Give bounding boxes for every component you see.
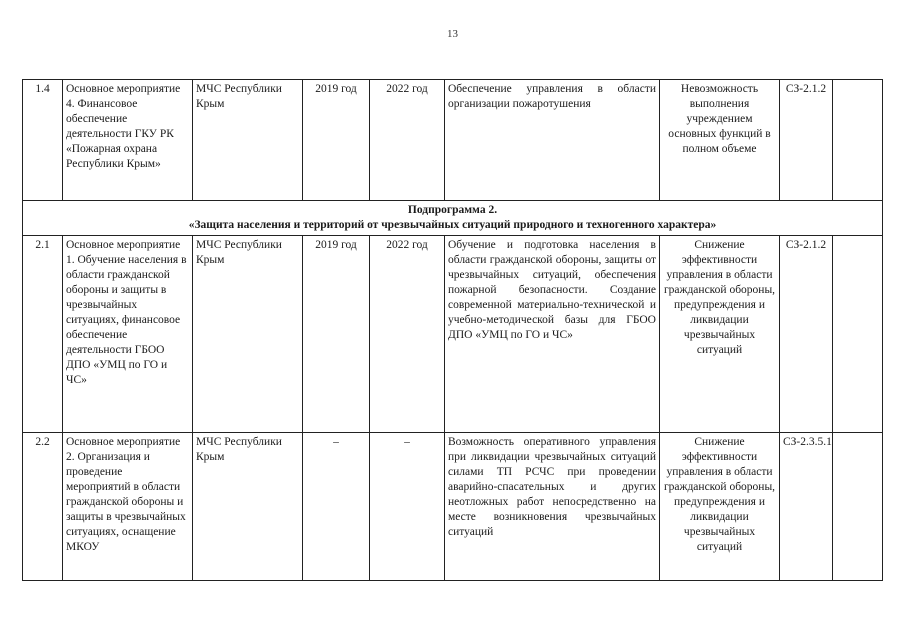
- code-cell: СЗ-2.3.5.1: [780, 433, 833, 581]
- code-cell: СЗ-2.1.2: [780, 80, 833, 201]
- start-year-cell: 2019 год: [303, 80, 370, 201]
- end-year-cell: 2022 год: [370, 236, 445, 433]
- empty-cell: [833, 433, 883, 581]
- start-year-cell: –: [303, 433, 370, 581]
- program-table: [22, 79, 883, 581]
- empty-cell: [833, 236, 883, 433]
- table-row: [23, 236, 883, 433]
- expected-result-cell: Обучение и подготовка населения в области гражданской обороны, защиты от чрезвычайных ситуаций, обеспечения пожарной безопасности. Создание современной материально-технической и учебно-методической базы для ГБОО ДПО «УМЦ по ГО и ЧС»: [445, 236, 660, 433]
- code-cell: СЗ-2.1.2: [780, 236, 833, 433]
- end-year-cell: 2022 год: [370, 80, 445, 201]
- executor-cell: МЧС Республики Крым: [193, 236, 303, 433]
- row-number: 2.1: [23, 236, 63, 433]
- consequence-cell: Невозможность выполнения учреждением основных функций в полном объеме: [660, 80, 780, 201]
- end-year-cell: –: [370, 433, 445, 581]
- consequence-cell: Снижение эффективности управления в области гражданской обороны, предупреждения и ликвидации чрезвычайных ситуаций: [660, 433, 780, 581]
- row-number: 2.2: [23, 433, 63, 581]
- measure-cell: Основное мероприятие 2. Организация и проведение мероприятий в области гражданской обороны и защиты в чрезвычайных ситуациях, оснащение МКОУ: [63, 433, 193, 581]
- consequence-cell: Снижение эффективности управления в области гражданской обороны, предупреждения и ликвидации чрезвычайных ситуаций: [660, 236, 780, 433]
- measure-cell: Основное мероприятие 1. Обучение населения в области гражданской обороны и защиты в чрезвычайных ситуациях, финансовое обеспечение деятельности ГБОО ДПО «УМЦ по ГО и ЧС»: [63, 236, 193, 433]
- table-row: [23, 433, 883, 581]
- start-year-cell: 2019 год: [303, 236, 370, 433]
- page-number: 13: [447, 28, 458, 40]
- expected-result-cell: Обеспечение управления в области организации пожаротушения: [445, 80, 660, 201]
- table-row: [23, 80, 883, 201]
- row-number: 1.4: [23, 80, 63, 201]
- measure-cell: Основное мероприятие 4. Финансовое обеспечение деятельности ГКУ РК «Пожарная охрана Республики Крым»: [63, 80, 193, 201]
- empty-cell: [833, 80, 883, 201]
- subprogram-row: [23, 201, 883, 236]
- subprogram-title: «Защита населения и территорий от чрезвычайных ситуаций природного и техногенного характера»: [188, 219, 717, 231]
- subprogram-number: Подпрограмма 2.: [407, 204, 498, 216]
- executor-cell: МЧС Республики Крым: [193, 80, 303, 201]
- expected-result-cell: Возможность оперативного управления при ликвидации чрезвычайных ситуаций силами ТП РСЧС при проведении аварийно-спасательных и других неотложных работ непосредственно на месте возникновения чрезвычайных ситуаций: [445, 433, 660, 581]
- subprogram-heading: [23, 201, 883, 236]
- executor-cell: МЧС Республики Крым: [193, 433, 303, 581]
